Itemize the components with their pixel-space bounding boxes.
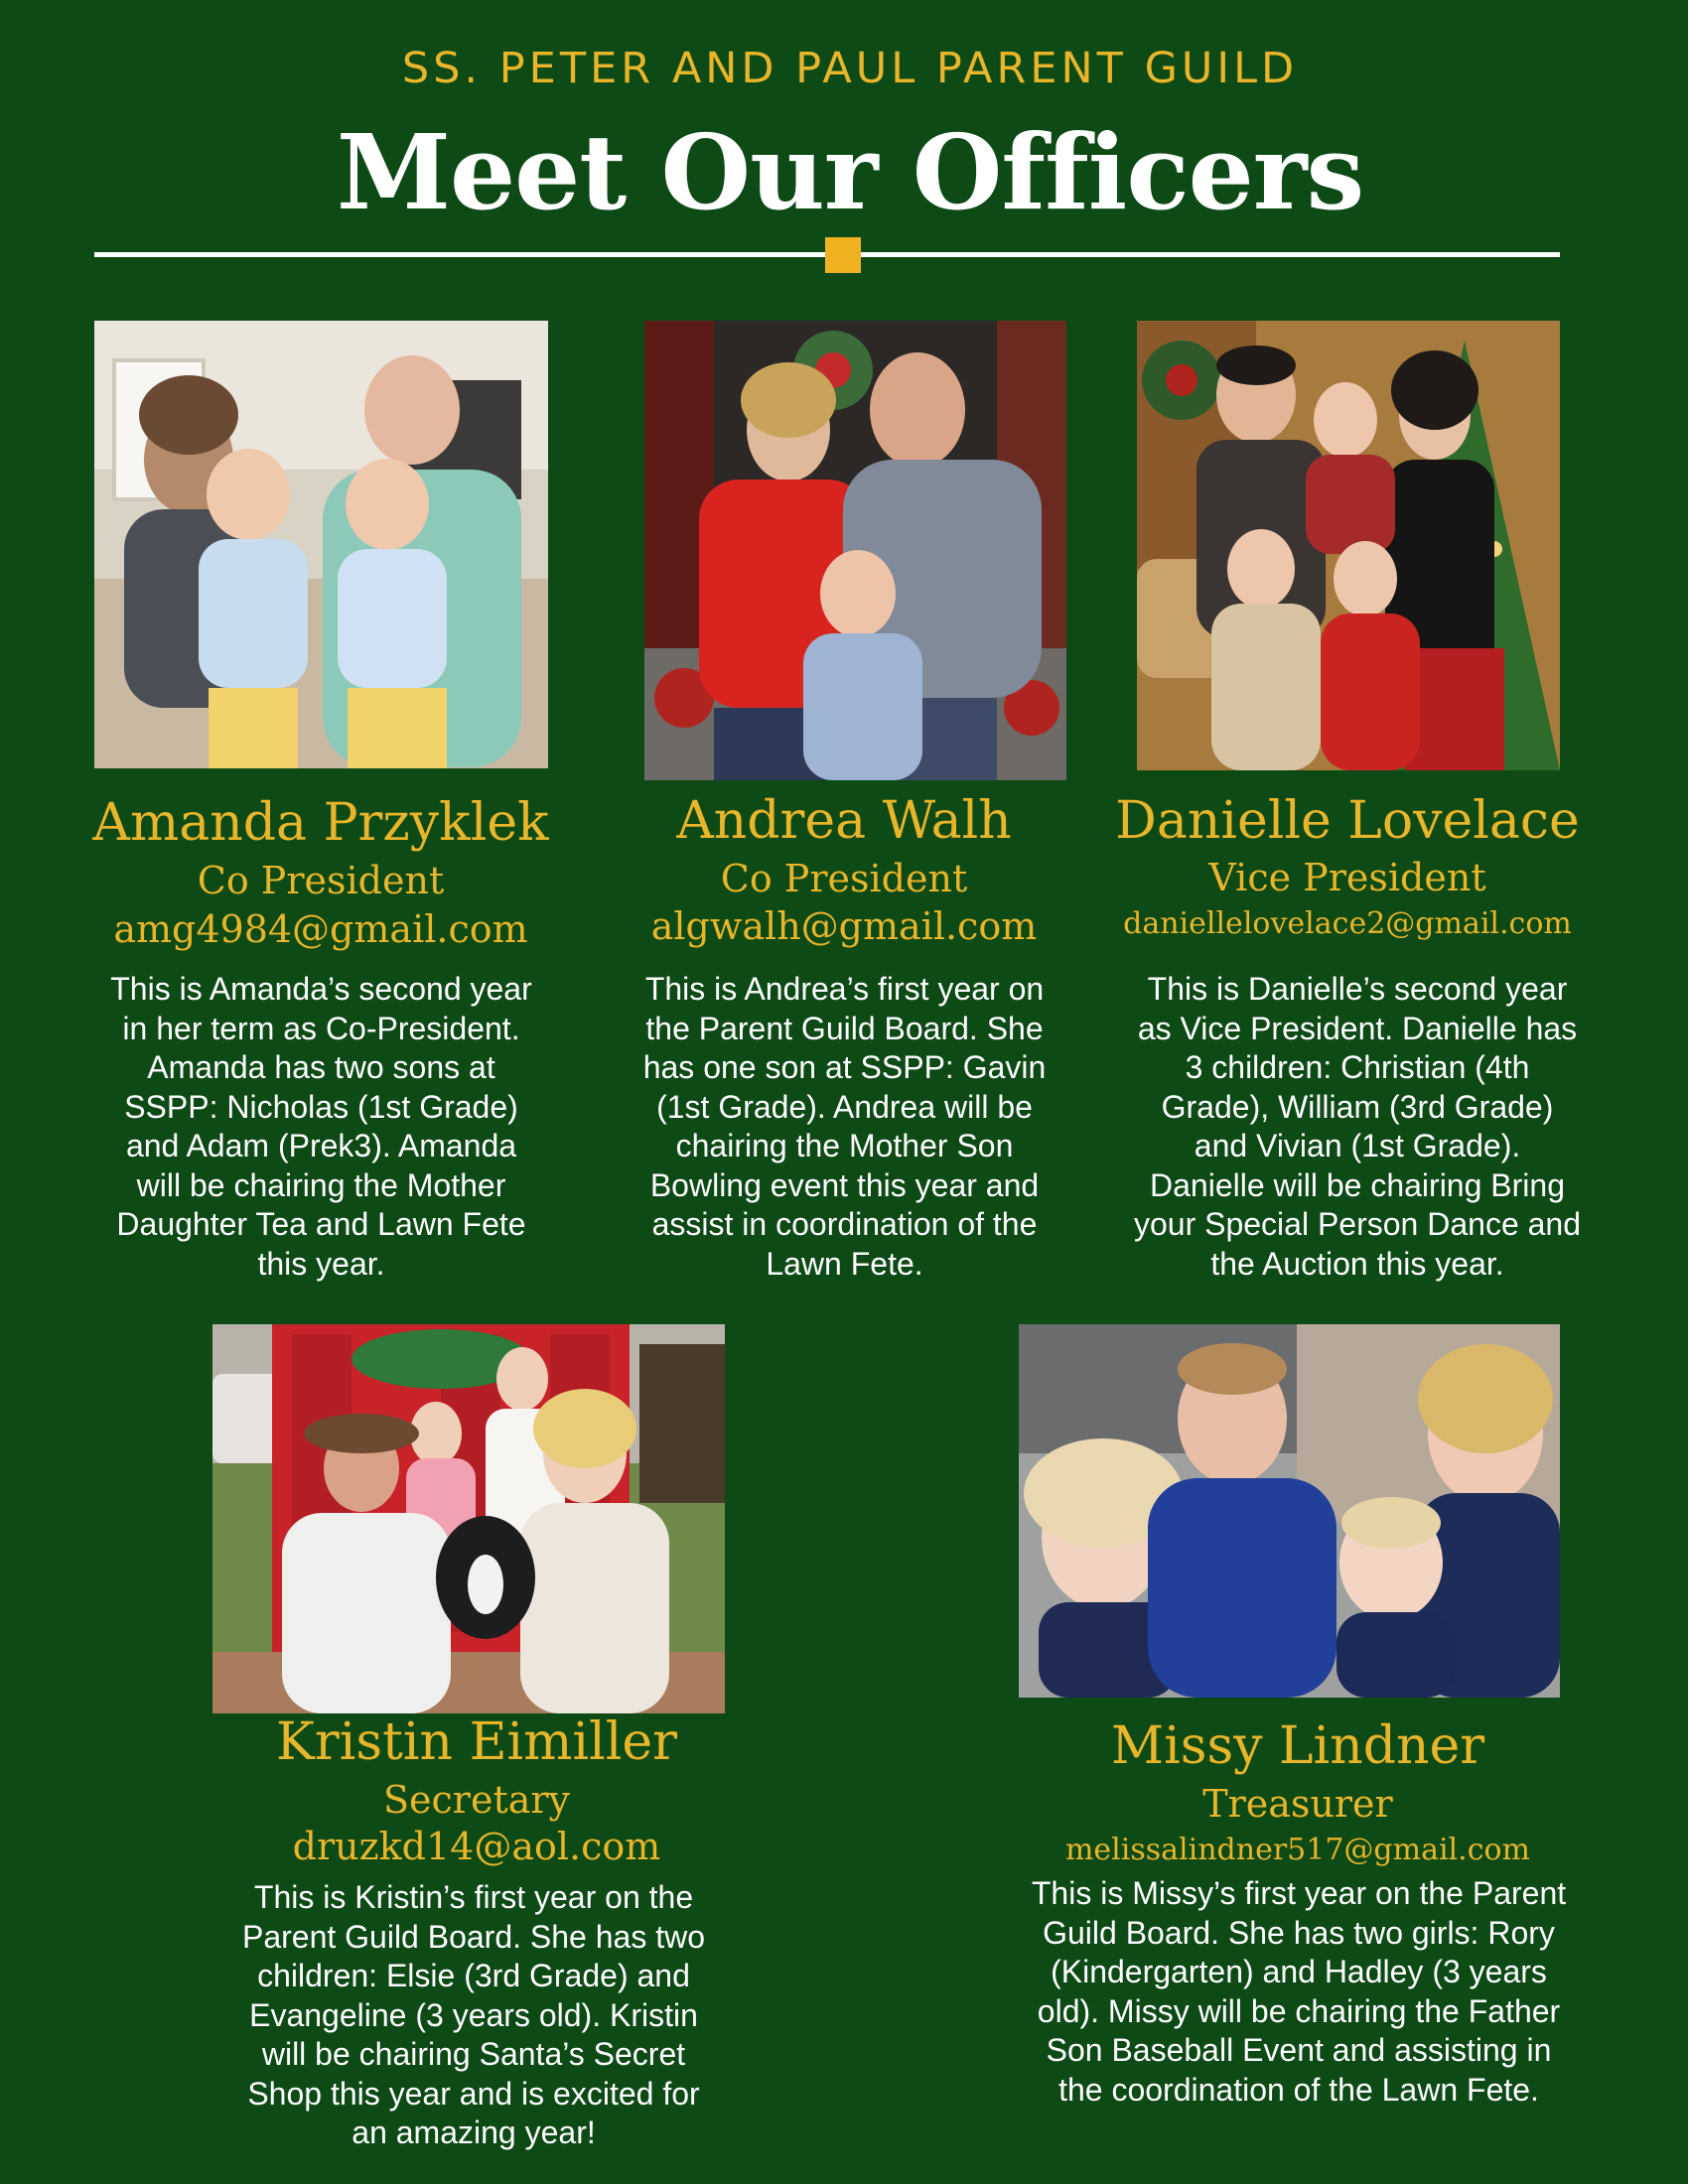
officer-bio: This is Andrea’s first year on the Parent Guild Board. She has one son at SSPP: Gavin (1st Grade). Andrea will be chairing the Mother Son Bowling event this year and assist in coordination of the Lawn Fete. — [642, 971, 1047, 1282]
officer-role: Treasurer — [1202, 1782, 1393, 1826]
officer-bio: This is Missy’s first year on the Parent Guild Board. She has two girls: Rory (Kindergarten) and Hadley (3 years old). Missy will be chairing the Father Son Baseball Event and assisting in the coordination of the Lawn Fete. — [1031, 1875, 1567, 2108]
officer-email: melissalindner517@gmail.com — [1064, 1833, 1531, 1867]
officer-photo-danielle — [1137, 321, 1560, 770]
officer-email: druzkd14@aol.com — [292, 1825, 661, 1868]
divider-accent-square — [825, 237, 861, 273]
officer-name: Missy Lindner — [1110, 1716, 1485, 1776]
officer-photo-andrea — [644, 321, 1066, 780]
officer-email: daniellelovelace2@gmail.com — [1123, 906, 1572, 941]
officer-bio: This is Danielle’s second year as Vice President. Danielle has 3 children: Christian (4th Grade), William (3rd Grade) and Vivian (1st Grade). Danielle will be chairing Bring your Special Person Dance and the Auction this year. — [1133, 971, 1582, 1282]
page-title: Meet Our Officers — [336, 111, 1364, 233]
officer-photo-amanda — [94, 321, 548, 768]
officer-name: Danielle Lovelace — [1115, 791, 1580, 851]
officer-role: Co President — [197, 859, 445, 902]
officer-photo-kristin — [212, 1324, 725, 1713]
officer-name: Amanda Przyklek — [92, 793, 549, 853]
officer-email: amg4984@gmail.com — [113, 907, 528, 951]
officer-photo-missy — [1019, 1324, 1560, 1698]
officer-name: Kristin Eimiller — [276, 1712, 677, 1772]
kicker-heading: SS. PETER AND PAUL PARENT GUILD — [401, 44, 1299, 93]
officer-role: Vice President — [1208, 856, 1486, 899]
officer-role: Secretary — [382, 1778, 570, 1822]
officer-bio: This is Amanda’s second year in her term as Co-President. Amanda has two sons at SSPP: Nicholas (1st Grade) and Adam (Prek3). Amanda will be chairing the Mother Daughter Tea and Lawn Fete this year. — [110, 971, 532, 1282]
officer-role: Co President — [720, 857, 968, 900]
officer-name: Andrea Walh — [676, 791, 1012, 851]
officer-email: algwalh@gmail.com — [650, 904, 1038, 948]
officer-bio: This is Kristin’s first year on the Parent Guild Board. She has two children: Elsie (3rd Grade) and Evangeline (3 years old). Kristin will be chairing Santa’s Secret Shop this year and is excited for an amazing year! — [241, 1879, 706, 2150]
